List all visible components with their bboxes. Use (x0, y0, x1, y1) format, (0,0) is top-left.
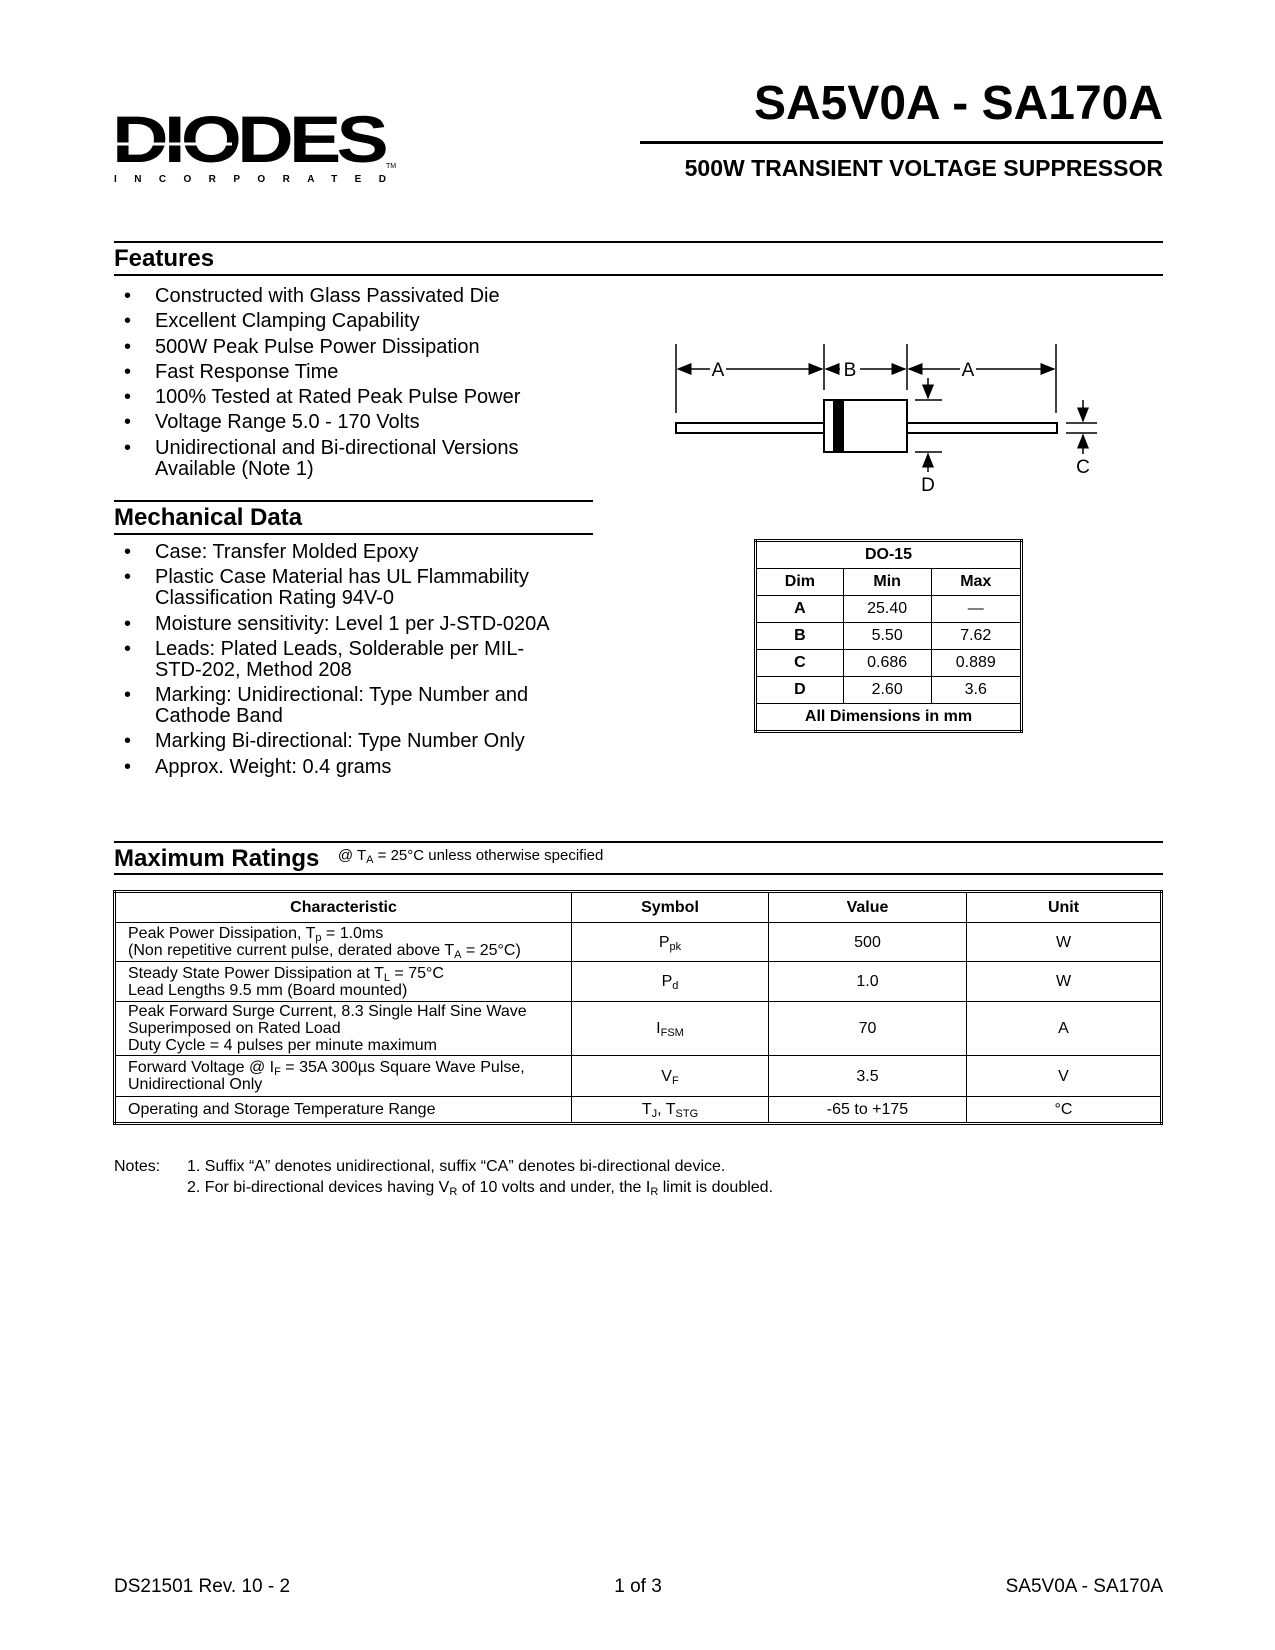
features-top-rule (114, 241, 1163, 243)
characteristic-text: Operating and Storage Temperature Range (128, 1101, 436, 1118)
characteristic-text: Steady State Power Dissipation at T (128, 964, 384, 982)
condition-sub: A (366, 854, 374, 866)
mechanical-bottom-rule (114, 533, 593, 535)
min-cell: 5.50 (843, 623, 931, 650)
characteristic-line (128, 1003, 559, 1020)
characteristic-text: = 1.0ms (321, 925, 384, 942)
ratings-table (113, 890, 1163, 1125)
column-header: Value (769, 892, 967, 923)
characteristic-cell (115, 1002, 572, 1056)
feature-text: Excellent Clamping Capability (155, 310, 420, 333)
footer-part-range: SA5V0A - SA170A (1005, 1576, 1163, 1597)
table-row (756, 677, 1022, 704)
feature-text: 100% Tested at Rated Peak Pulse Power (155, 386, 521, 409)
symbol-cell (572, 1002, 769, 1056)
characteristic-text: Superimposed on Rated Load (128, 1020, 341, 1037)
mechanical-text: Marking Bi-directional: Type Number Only (155, 730, 525, 753)
table-row (756, 650, 1022, 677)
characteristic-text: Peak Forward Surge Current, 8.3 Single Half Sine Wave (128, 1003, 527, 1020)
min-cell: 2.60 (843, 677, 931, 704)
mechanical-list (118, 542, 558, 782)
features-list (118, 286, 548, 484)
feature-text: Fast Response Time (155, 360, 339, 383)
characteristic-cell (115, 923, 572, 962)
ratings-header (114, 845, 603, 873)
table-row (115, 1002, 1162, 1056)
characteristic-cell (115, 1056, 572, 1097)
characteristic-text: p (315, 932, 322, 944)
list-item: • Approx. Weight: 0.4 grams (124, 755, 392, 778)
dimensions-table (754, 539, 1023, 733)
value-cell: 3.5 (769, 1056, 967, 1097)
features-heading: Features (114, 245, 215, 272)
characteristic-cell (115, 962, 572, 1002)
mechanical-text: Marking: Unidirectional: Type Number and Cathode Band (155, 684, 529, 728)
column-header: Dim (756, 569, 844, 596)
symbol-text: , T (657, 1101, 676, 1118)
dim-cell: D (756, 677, 844, 704)
mechanical-text: Approx. Weight: 0.4 grams (155, 755, 392, 778)
characteristic-line (128, 1059, 559, 1076)
package-outline-diagram (660, 330, 1110, 500)
value-cell: 70 (769, 1002, 967, 1056)
list-item: • 500W Peak Pulse Power Dissipation (124, 335, 480, 358)
feature-text: Constructed with Glass Passivated Die (155, 285, 500, 307)
list-item: • Marking: Unidirectional: Type Number and Cathode Band (124, 684, 529, 728)
footer-doc-number: DS21501 Rev. 10 - 2 (114, 1576, 291, 1597)
symbol-text: P (661, 973, 673, 990)
note-text: of 10 volts and under, the I (457, 1179, 651, 1196)
svg-text:DIODES: DIODES (112, 108, 387, 176)
list-item: • Fast Response Time (124, 360, 339, 383)
characteristic-text: A (454, 949, 462, 961)
max-cell: 7.62 (931, 623, 1021, 650)
characteristic-line (128, 1020, 559, 1037)
unit-cell: V (967, 1056, 1162, 1097)
symbol-cell (572, 923, 769, 962)
table-row (756, 623, 1022, 650)
characteristic-text: (Non repetitive current pulse, derated above T (128, 942, 455, 959)
characteristic-line (128, 925, 559, 942)
dim-cell: B (756, 623, 844, 650)
column-header: Max (931, 569, 1021, 596)
symbol-cell (572, 1056, 769, 1097)
symbol-text: V (661, 1067, 672, 1085)
symbol-text: I (656, 1020, 661, 1037)
characteristic-text: = 75°C (389, 964, 444, 982)
ratings-condition (338, 847, 604, 864)
table-row (756, 596, 1022, 623)
characteristic-line (128, 942, 559, 959)
dim-label-b: B (843, 360, 857, 381)
note-text: 2. For bi-directional devices having V (187, 1179, 450, 1196)
symbol-text: J (651, 1108, 658, 1120)
note-sub: R (650, 1186, 659, 1198)
condition-text: = 25°C unless otherwise specified (373, 847, 604, 864)
max-cell: 3.6 (931, 677, 1021, 704)
characteristic-text: = 35A 300µs Square Wave Pulse, (280, 1059, 525, 1076)
mechanical-top-rule (114, 500, 593, 502)
feature-text: 500W Peak Pulse Power Dissipation (155, 335, 480, 358)
value-cell: 1.0 (769, 962, 967, 1002)
max-cell: 0.889 (931, 650, 1021, 677)
mechanical-text: Plastic Case Material has UL Flammability Classification Rating 94V-0 (155, 566, 529, 610)
min-cell: 0.686 (843, 650, 931, 677)
unit-cell: A (967, 1002, 1162, 1056)
footer-page-number: 1 of 3 (614, 1576, 662, 1597)
list-item: • 100% Tested at Rated Peak Pulse Power (124, 386, 521, 409)
diodes-logo (112, 108, 407, 184)
ratings-heading: Maximum Ratings (114, 845, 320, 872)
characteristic-text: Duty Cycle = 4 pulses per minute maximum (128, 1037, 437, 1054)
symbol-text: STG (675, 1108, 699, 1120)
mechanical-text: Case: Transfer Molded Epoxy (155, 541, 419, 563)
feature-text: Voltage Range 5.0 - 170 Volts (155, 411, 420, 434)
characteristic-line (128, 1076, 559, 1093)
notes-label: Notes: (114, 1158, 161, 1175)
dim-label-a-right: A (961, 360, 975, 381)
dim-label-d: D (921, 475, 935, 496)
characteristic-text: F (274, 1066, 281, 1078)
mechanical-text: Moisture sensitivity: Level 1 per J-STD-020A (155, 612, 550, 635)
ratings-bottom-rule (114, 873, 1163, 875)
table-row (115, 1097, 1162, 1124)
symbol-text: d (672, 980, 679, 992)
list-item: • Voltage Range 5.0 - 170 Volts (124, 411, 420, 434)
characteristic-text: Peak Power Dissipation, T (128, 925, 316, 942)
characteristic-line (128, 982, 559, 999)
column-header: Min (843, 569, 931, 596)
list-item: • Excellent Clamping Capability (124, 310, 420, 333)
characteristic-text: = 25°C) (461, 942, 521, 959)
table-row (115, 923, 1162, 962)
column-header: Unit (967, 892, 1162, 923)
column-header: Characteristic (115, 892, 572, 923)
characteristic-text: L (383, 971, 390, 984)
ratings-top-rule (114, 841, 1163, 843)
note-1: 1. Suffix “A” denotes unidirectional, suffix “CA” denotes bi-directional device. (187, 1158, 726, 1175)
symbol-text: F (671, 1074, 679, 1087)
characteristic-line (128, 965, 559, 982)
unit-cell: W (967, 962, 1162, 1002)
unit-cell: °C (967, 1097, 1162, 1124)
dim-cell: A (756, 596, 844, 623)
characteristic-text: Unidirectional Only (128, 1076, 263, 1093)
min-cell: 25.40 (843, 596, 931, 623)
max-cell: — (931, 596, 1021, 623)
dim-label-a-left: A (711, 360, 725, 381)
value-cell: -65 to +175 (769, 1097, 967, 1124)
notes (114, 1156, 1164, 1198)
list-item: • Constructed with Glass Passivated Die (124, 285, 500, 307)
features-bottom-rule (114, 274, 1163, 276)
list-item: • Leads: Plated Leads, Solderable per MIL-STD-202, Method 208 (124, 637, 525, 681)
list-item: • Moisture sensitivity: Level 1 per J-STD-020A (124, 612, 550, 635)
package-name: DO-15 (756, 541, 1022, 569)
column-header: Symbol (572, 892, 769, 923)
mechanical-heading: Mechanical Data (114, 504, 303, 531)
characteristic-text: Forward Voltage @ I (128, 1059, 275, 1076)
dim-label-c: C (1076, 457, 1090, 478)
symbol-text: P (658, 933, 670, 951)
value-cell: 500 (769, 923, 967, 962)
note-sub: R (449, 1186, 458, 1198)
note-2 (187, 1177, 1164, 1198)
dim-cell: C (756, 650, 844, 677)
table-row (115, 962, 1162, 1002)
list-item: • Case: Transfer Molded Epoxy (124, 541, 419, 563)
characteristic-cell (115, 1097, 572, 1124)
characteristic-text: Lead Lengths 9.5 mm (Board mounted) (128, 981, 408, 999)
symbol-text: T (641, 1101, 652, 1118)
characteristic-line (128, 1037, 559, 1054)
unit-cell: W (967, 923, 1162, 962)
mechanical-text: Leads: Plated Leads, Solderable per MIL-STD-202, Method 208 (155, 637, 525, 681)
document-subtitle: 500W TRANSIENT VOLTAGE SUPPRESSOR (684, 155, 1163, 181)
list-item: • Marking Bi-directional: Type Number Only (124, 730, 525, 753)
list-item: • Unidirectional and Bi-directional Versions Available (Note 1) (124, 436, 519, 480)
svg-text:TM: TM (386, 163, 397, 170)
symbol-text: FSM (660, 1027, 684, 1039)
svg-text:INCORPORATED: INCORPORATED (114, 174, 387, 184)
symbol-cell (572, 962, 769, 1002)
symbol-text: pk (669, 940, 682, 953)
list-item: • Plastic Case Material has UL Flammability Classification Rating 94V-0 (124, 566, 529, 610)
condition-text: @ T (337, 847, 367, 864)
feature-text: Unidirectional and Bi-directional Versions Available (Note 1) (155, 436, 519, 480)
table-row (115, 1056, 1162, 1097)
note-text: limit is doubled. (658, 1179, 774, 1196)
dimensions-footer: All Dimensions in mm (756, 704, 1022, 732)
symbol-cell (572, 1097, 769, 1124)
document-title: SA5V0A - SA170A (753, 77, 1163, 130)
characteristic-line (128, 1101, 559, 1118)
title-rule (640, 141, 1163, 144)
